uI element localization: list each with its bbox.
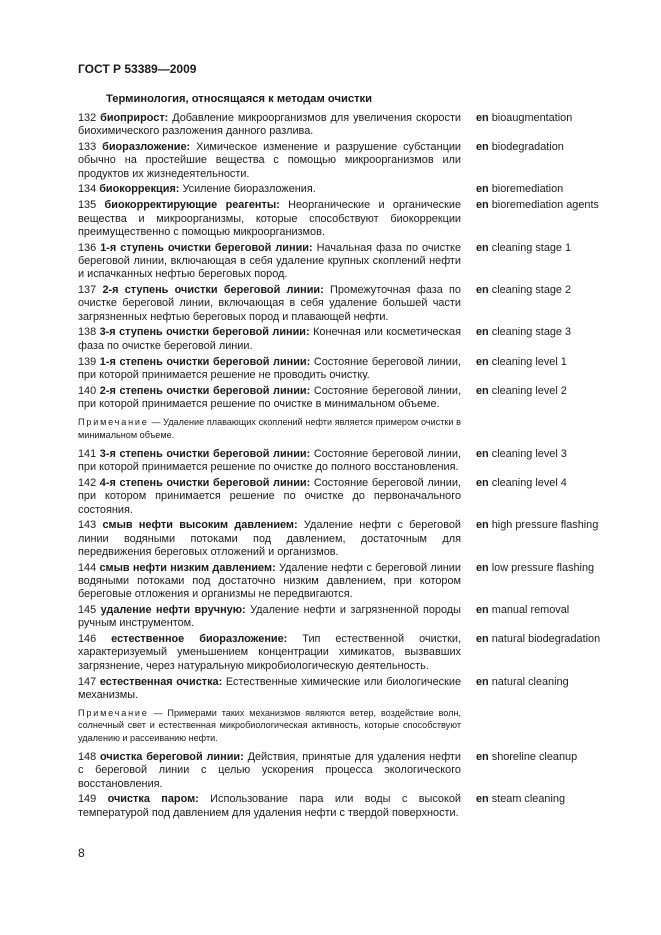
term-en (476, 199, 599, 212)
lang-code: en (476, 141, 489, 154)
en-term: cleaning level 3 (491, 447, 567, 460)
term-definition: Удаление нефти с береговой линии водяными потоками под достаточно низким давлением, при котором береговые отложения и организмы не передвигаются. (78, 561, 461, 601)
term-number: 139 (78, 355, 97, 368)
lang-code: en (476, 384, 489, 397)
term-number: 146 (78, 633, 97, 646)
term-definition: Удаление нефти с береговой линии водяными потоками под давлением, достаточным для передвижения береговых отложений и организмов. (78, 519, 462, 558)
en-term: bioremediation (491, 183, 564, 196)
term-number: 145 (78, 604, 97, 617)
term-entry-135 (78, 199, 608, 239)
term-ru (78, 793, 461, 820)
term-definition: Добавление микроорганизмов для увеличения скорости биохимического разложения данного разлива. (78, 112, 462, 138)
term-number: 148 (78, 751, 97, 764)
lang-code: en (476, 476, 489, 489)
en-term: bioaugmentation (491, 112, 573, 124)
term-ru (78, 284, 461, 324)
term-ru (78, 604, 461, 631)
term-number: 133 (78, 141, 97, 154)
en-term: low pressure flashing (491, 561, 595, 574)
term-name: очистка паром: (107, 793, 199, 806)
term-definition: Химическое изменение и разрушение субстанции обычно на простейшие вещества с помощью микроорганизмов или продуктов их жизнедеятельности. (78, 141, 461, 180)
lang-code: en (476, 519, 489, 532)
note-dash: — (148, 708, 168, 719)
term-entry-142 (78, 477, 608, 517)
en-term: cleaning level 4 (491, 476, 567, 489)
term-name: 3-я ступень очистки береговой линии: (99, 326, 310, 339)
lang-code: en (476, 751, 489, 764)
en-term: steam cleaning (491, 793, 566, 806)
term-definition: Состояние береговой линии, при котором принимается решение по очистке до первоначального состояния. (78, 476, 461, 516)
term-name: естественное биоразложение: (111, 633, 288, 646)
term-number: 136 (78, 241, 97, 254)
term-entry-147 (78, 676, 608, 703)
lang-code: en (476, 561, 489, 574)
term-entry-141 (78, 448, 608, 475)
term-number: 147 (78, 675, 97, 688)
term-en (476, 562, 594, 575)
term-en (476, 183, 563, 196)
en-term: biodegradation (491, 141, 564, 154)
term-en (476, 141, 564, 154)
term-list (78, 112, 608, 823)
term-en (476, 448, 567, 461)
term-ru (78, 633, 461, 673)
lang-code: en (476, 633, 489, 646)
term-ru (78, 112, 461, 139)
note-label: Примечание (78, 708, 149, 719)
term-definition: Состояние береговой линии, при которой принимается решение по очистке в минимальном объеме. (78, 384, 461, 410)
term-entry-143 (78, 519, 608, 559)
term-number: 135 (78, 199, 97, 212)
lang-code: en (476, 112, 489, 124)
lang-code: en (476, 355, 489, 368)
term-name: смыв нефти высоким давлением: (102, 519, 298, 532)
lang-code: en (476, 199, 489, 212)
lang-code: en (476, 183, 489, 196)
term-name: биоразложение: (102, 141, 191, 154)
term-en (476, 284, 571, 297)
term-number: 138 (78, 326, 97, 339)
section-title: Терминология, относящаяся к методам очистки (106, 93, 373, 105)
term-en (476, 793, 565, 806)
term-entry-144 (78, 562, 608, 602)
term-name: очистка береговой линии: (100, 751, 244, 764)
en-term: shoreline cleanup (491, 751, 578, 764)
term-number: 142 (78, 476, 97, 489)
term-name: естественная очистка: (99, 675, 223, 688)
lang-code: en (476, 447, 489, 460)
term-entry-139 (78, 356, 608, 383)
term-name: смыв нефти низким давлением: (99, 561, 276, 574)
lang-code: en (476, 284, 489, 297)
term-name: биоприрост: (100, 112, 169, 124)
term-entry-134 (78, 183, 608, 196)
term-definition: Неорганические и органические вещества и микроорганизмы, которые способствуют биокоррекции преимущественно с помощью микроорганизмов. (78, 199, 461, 238)
term-ru (78, 477, 461, 517)
term-en (476, 385, 567, 398)
term-number: 140 (78, 384, 97, 397)
lang-code: en (476, 604, 489, 617)
term-definition: Промежуточная фаза по очистке береговой линии, включающая в себя удаление большей части загрязненных нефтью береговых пород и плавающей нефти. (78, 284, 461, 323)
term-definition: Естественные химические или биологические механизмы. (78, 675, 462, 701)
term-ru (78, 242, 461, 282)
lang-code: en (476, 675, 489, 688)
term-name: удаление нефти вручную: (100, 604, 246, 617)
lang-code: en (476, 241, 489, 254)
term-en (476, 604, 569, 617)
term-entry-140 (78, 385, 608, 412)
lang-code: en (476, 793, 489, 806)
term-name: 2-я степень очистки береговой линии: (99, 384, 311, 397)
en-term: cleaning level 1 (491, 355, 567, 368)
term-ru (78, 356, 461, 383)
term-name: 1-я ступень очистки береговой линии: (100, 241, 313, 254)
term-definition: Действия, принятые для удаления нефти с береговой линии с целью ускорения процесса экологического восстановления. (78, 751, 462, 790)
term-ru (78, 448, 461, 475)
term-definition: Конечная или косметическая фаза по очистке береговой линии. (78, 326, 462, 352)
en-term: bioremediation agents (491, 199, 599, 212)
term-ru (78, 676, 461, 703)
term-definition: Усиление биоразложения. (182, 183, 316, 196)
term-number: 143 (78, 519, 97, 532)
note-block (78, 707, 461, 744)
term-definition: Удаление нефти и загрязненной породы ручным инструментом. (78, 604, 461, 630)
term-entry-136 (78, 242, 608, 282)
term-name: биокорректирующие реагенты: (104, 199, 280, 212)
term-entry-146 (78, 633, 608, 673)
term-name: 3-я степень очистки береговой линии: (99, 447, 311, 460)
term-en (476, 242, 571, 255)
term-en (476, 112, 572, 125)
term-en (476, 477, 567, 490)
page-number: 8 (78, 846, 85, 860)
note-label: Примечание (78, 417, 149, 428)
term-entry-148 (78, 751, 608, 791)
note-block (78, 416, 461, 441)
term-ru (78, 199, 461, 239)
term-entry-132 (78, 112, 608, 139)
page-header: ГОСТ Р 53389—2009 (78, 62, 197, 76)
note-dash: — (148, 417, 164, 428)
term-number: 144 (78, 561, 97, 574)
en-term: manual removal (491, 604, 570, 617)
en-term: cleaning stage 2 (491, 284, 572, 297)
term-number: 137 (78, 284, 97, 297)
term-definition: Начальная фаза по очистке береговой линии, включающая в себя удаление крупных скоплений нефти и испачканных нефтью береговых пород. (78, 241, 462, 281)
en-term: high pressure flashing (491, 519, 599, 532)
term-ru (78, 385, 461, 412)
lang-code: en (476, 326, 489, 339)
term-en (476, 356, 567, 369)
term-number: 149 (78, 793, 97, 806)
term-name: 1-я степень очистки береговой линии: (99, 355, 311, 368)
term-entry-137 (78, 284, 608, 324)
term-entry-145 (78, 604, 608, 631)
term-entry-149 (78, 793, 608, 820)
term-en (476, 519, 598, 532)
term-en (476, 751, 577, 764)
term-en (476, 633, 600, 646)
note-text: Примерами таких механизмов являются ветер, воздействие волн, солнечный свет и естественная микробиологическая активность, которые способствуют удалению и рассеиванию нефти. (78, 708, 461, 743)
en-term: natural cleaning (491, 675, 569, 688)
term-name: 2-я ступень очистки береговой линии: (102, 284, 324, 297)
term-entry-138 (78, 326, 608, 353)
term-name: 4-я степень очистки береговой линии: (99, 476, 311, 489)
term-number: 134 (78, 183, 97, 196)
term-ru (78, 183, 461, 196)
term-ru (78, 562, 461, 602)
en-term: cleaning stage 1 (491, 241, 572, 254)
term-en (476, 326, 571, 339)
term-entry-133 (78, 141, 608, 181)
term-definition: Состояние береговой линии, при которой принимается решение не проводить очистку. (78, 355, 461, 381)
note-text: Удаление плавающих скоплений нефти является примером очистки в минимальном объеме. (78, 417, 461, 440)
term-ru (78, 519, 461, 559)
term-number: 132 (78, 112, 97, 124)
term-ru (78, 326, 461, 353)
term-definition: Тип естественной очистки, характеризуемый уменьшением концентрации химикатов, вызвавших загрязнение, через натуральную микробиологическую деятельность. (78, 633, 462, 672)
term-ru (78, 141, 461, 181)
term-en (476, 676, 569, 689)
term-definition: Состояние береговой линии, при которой принимается решение по очистке до полного восстановления. (78, 447, 461, 474)
en-term: natural biodegradation (491, 633, 601, 646)
term-definition: Использование пара или воды с высокой температурой под давлением для удаления нефти с твердой поверхности. (78, 793, 461, 819)
en-term: cleaning level 2 (491, 384, 567, 397)
term-number: 141 (78, 447, 97, 460)
term-name: биокоррекция: (99, 183, 180, 196)
en-term: cleaning stage 3 (491, 326, 572, 339)
term-ru (78, 751, 461, 791)
